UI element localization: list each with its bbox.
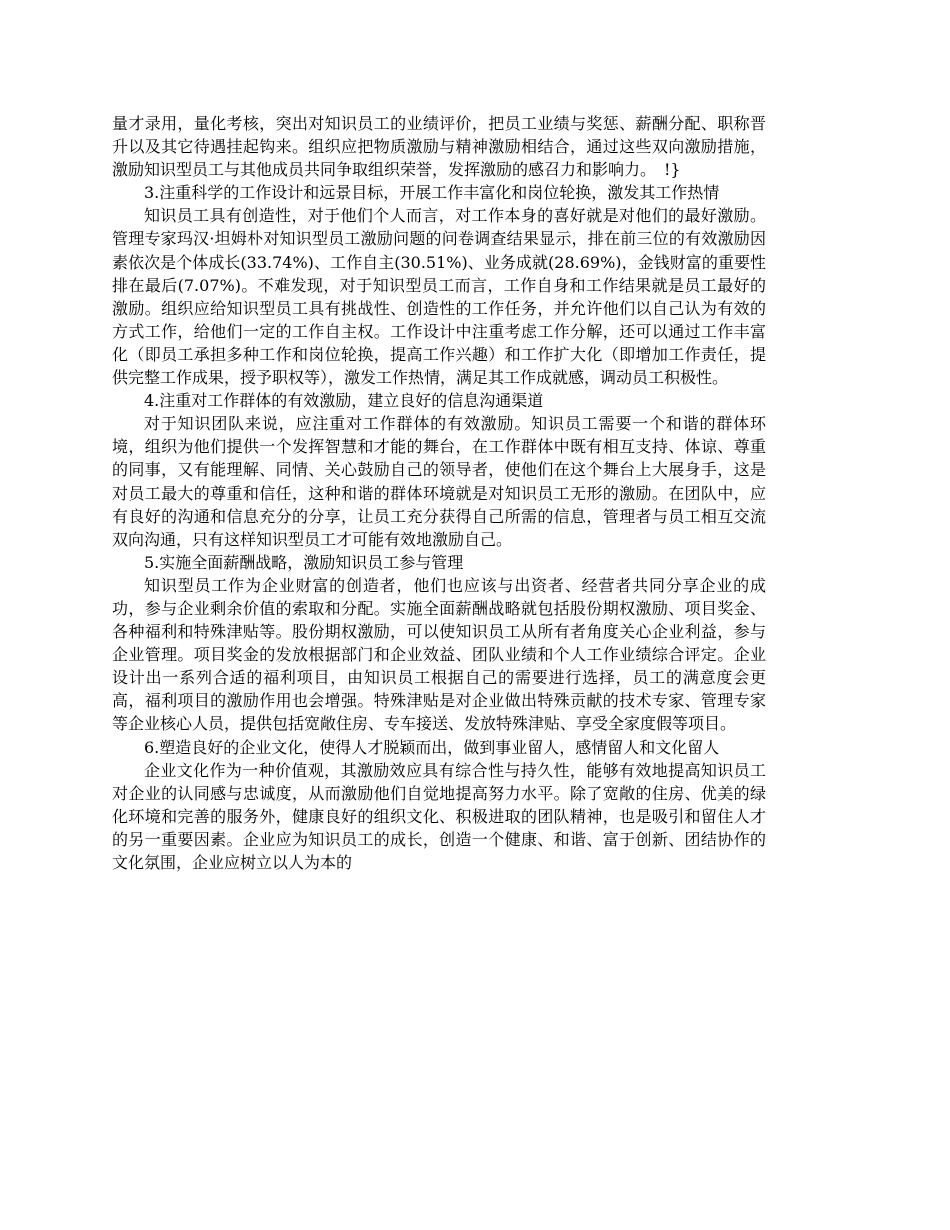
section-heading-6: 6.塑造良好的企业文化，使得人才脱颖而出，做到事业留人，感情留人和文化留人 — [144, 737, 720, 757]
section-heading-3: 3.注重科学的工作设计和远景目标，开展工作丰富化和岗位轮换，激发其工作热情 — [144, 183, 720, 203]
paragraph-team-incentive: 对于知识团队来说，应注重对工作群体的有效激励。知识员工需要一个和谐的群体环境，组织为他们提供一个发挥智慧和才能的舞台，在工作群体中既有相互支持、体谅、尊重的同事，又有能理解、同情、关心鼓励自己的领导者，使他们在这个舞台上大展身手，这是对员工最大的尊重和信任，这种和谐的群体环境就是对知识员工无形的激励。在团队中，应有良好的沟通和信息充分的分享，让员工充分获得自己所需的信息，管理者与员工相互交流双向沟通，只有这样知识型员工才可能有效地激励自己。 — [112, 414, 766, 549]
paragraph-merit-evaluation: 量才录用，量化考核，突出对知识员工的业绩评价，把员工业绩与奖惩、薪酬分配、职称晋升以及其它待遇挂起钩来。组织应把物质激励与精神激励相结合，通过这些双向激励措施，激励知识型员工与其他成员共同争取组织荣誉，发挥激励的感召力和影响力。 !} — [112, 114, 766, 180]
paragraph-corporate-culture: 企业文化作为一种价值观，其激励效应具有综合性与持久性，能够有效地提高知识员工对企业的认同感与忠诚度，从而激励他们自觉地提高努力水平。除了宽敞的住房、优美的绿化环境和完善的服务外，健康良好的组织文化、积极进取的团队精神，也是吸引和留住人才的另一重要因素。企业应为知识员工的成长，创造一个健康、和谐、富于创新、团结协作的文化氛围，企业应树立以人为本的 — [112, 760, 766, 872]
section-heading-4: 4.注重对工作群体的有效激励，建立良好的信息沟通渠道 — [144, 391, 544, 411]
section-heading-5: 5.实施全面薪酬战略，激励知识员工参与管理 — [144, 552, 464, 572]
paragraph-compensation: 知识型员工作为企业财富的创造者，他们也应该与出资者、经营者共同分享企业的成功，参与企业剩余价值的索取和分配。实施全面薪酬战略就包括股份期权激励、项目奖金、各种福利和特殊津贴等。股份期权激励，可以使知识员工从所有者角度关心企业利益，参与企业管理。项目奖金的发放根据部门和企业效益、团队业绩和个人工作业绩综合评定。企业设计出一系列合适的福利项目，由知识员工根据自己的需要进行选择，员工的满意度会更高，福利项目的激励作用也会增强。特殊津贴是对企业做出特殊贡献的技术专家、管理专家等企业核心人员，提供包括宽敞住房、专车接送、发放特殊津贴、享受全家度假等项目。 — [112, 575, 766, 734]
paragraph-job-design: 知识员工具有创造性，对于他们个人而言，对工作本身的喜好就是对他们的最好激励。管理专家玛汉·坦姆朴对知识型员工激励问题的问卷调查结果显示，排在前三位的有效激励因素依次是个体成长(33.74%)、工作自主(30.51%)、业务成就(28.69%)，金钱财富的重要性排在最后(7.07%)。不难发现，对于知识型员工而言，工作自身和工作结果就是员工最好的激励。组织应给知识型员工具有挑战性、创造性的工作任务，并允许他们以自己认为有效的方式工作，给他们一定的工作自主权。工作设计中注重考虑工作分解，还可以通过工作丰富化（即员工承担多种工作和岗位轮换，提高工作兴趣）和工作扩大化（即增加工作责任，提供完整工作成果，授予职权等），激发工作热情，满足其工作成就感，调动员工积极性。 — [112, 206, 766, 388]
document-page — [112, 112, 766, 874]
